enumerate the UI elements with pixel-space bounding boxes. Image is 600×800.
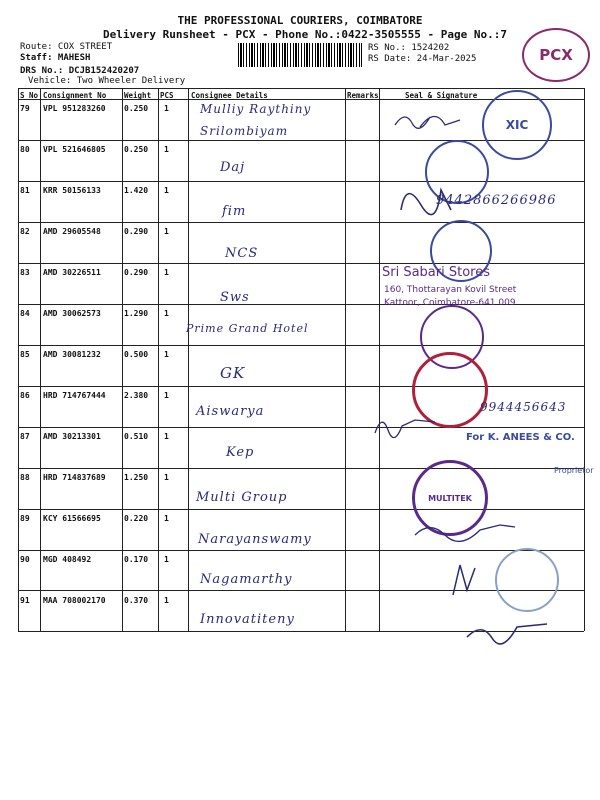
row-consignee: Prime Grand Hotel <box>186 322 309 335</box>
sabari-stores-address1: 160, Thottarayan Kovil Street <box>384 285 517 295</box>
row-weight: 0.500 <box>124 350 149 359</box>
row-consignment: AMD 30081232 <box>43 350 101 359</box>
row-consignment: KCY 61566695 <box>43 514 101 523</box>
row-consignment: AMD 29605548 <box>43 227 101 236</box>
row-weight: 0.170 <box>124 555 149 564</box>
row-consignee: Innovatiteny <box>200 612 295 627</box>
row-pcs: 1 <box>164 350 169 359</box>
runsheet-table <box>18 88 584 631</box>
row-sno: 90 <box>20 555 30 564</box>
row-weight: 0.250 <box>124 145 149 154</box>
row-consignment: HRD 714767444 <box>43 391 106 400</box>
col-seal-signature: Seal & Signature <box>405 91 478 100</box>
row-sno: 80 <box>20 145 30 154</box>
signature-scribble-89 <box>410 515 520 545</box>
sabari-stores-name: Sri Sabari Stores <box>382 265 490 280</box>
row-sno: 81 <box>20 186 30 195</box>
drs-label: DRS No.: DCJB152420207 <box>20 66 140 76</box>
row-consignee: Kep <box>226 445 255 460</box>
row-pcs: 1 <box>164 514 169 523</box>
row-weight: 0.250 <box>124 104 149 113</box>
row-weight: 0.510 <box>124 432 149 441</box>
rs-date: RS Date: 24-Mar-2025 <box>368 54 477 64</box>
row-consignment: HRD 714837689 <box>43 473 106 482</box>
row-consignee: Sws <box>220 290 250 305</box>
row-consignment: AMD 30062573 <box>43 309 101 318</box>
row-sno: 84 <box>20 309 30 318</box>
phone-note: 9944456643 <box>480 400 567 414</box>
vehicle-label: Vehicle: Two Wheeler Delivery <box>28 76 186 86</box>
row-consignee-extra: Srilombiyam <box>200 124 289 138</box>
col-consignee: Consignee Details <box>191 91 268 100</box>
row-sno: 87 <box>20 432 30 441</box>
row-consignment: VPL 521646805 <box>43 145 106 154</box>
multitek-stamp: MULTITEK <box>412 460 488 536</box>
row-weight: 2.380 <box>124 391 149 400</box>
row-pcs: 1 <box>164 104 169 113</box>
row-consignment: KRR 50156133 <box>43 186 101 195</box>
row-weight: 0.290 <box>124 227 149 236</box>
company-title: THE PROFESSIONAL COURIERS, COIMBATORE <box>177 14 423 27</box>
row-consignee: Multi Group <box>196 490 288 505</box>
row-pcs: 1 <box>164 268 169 277</box>
col-weight: Weight <box>124 91 152 100</box>
row-sno: 89 <box>20 514 30 523</box>
row-pcs: 1 <box>164 227 169 236</box>
col-pcs: PCS <box>160 91 174 100</box>
anees-co-stamp: For K. ANEES & CO. <box>466 432 575 443</box>
row-consignee: Mulliy Raythiny <box>200 102 312 116</box>
row-sno: 82 <box>20 227 30 236</box>
row-sno: 88 <box>20 473 30 482</box>
rs-number: RS No.: 1524202 <box>368 43 450 53</box>
signature-scribble-90 <box>445 560 485 600</box>
staff-label: Staff: MAHESH <box>20 53 91 63</box>
row-consignment: VPL 951283260 <box>43 104 106 113</box>
row-sno: 91 <box>20 596 30 605</box>
row-pcs: 1 <box>164 309 169 318</box>
row-consignee: fim <box>222 204 247 219</box>
row-sno: 85 <box>20 350 30 359</box>
row-pcs: 1 <box>164 145 169 154</box>
row-weight: 0.370 <box>124 596 149 605</box>
col-consignment: Consignment No <box>43 91 107 100</box>
row-pcs: 1 <box>164 596 169 605</box>
row-weight: 0.220 <box>124 514 149 523</box>
runsheet-subtitle: Delivery Runsheet - PCX - Phone No.:0422-3505555 - Page No.:7 <box>103 28 507 41</box>
row-weight: 0.290 <box>124 268 149 277</box>
barcode-icon <box>238 43 362 67</box>
mobile-note: 9442866266986 <box>436 193 557 208</box>
row-consignment: MAA 708002170 <box>43 596 106 605</box>
sabari-stores-address2: Kattoor, Coimbatore-641 009 <box>384 298 516 308</box>
round-stamp-90 <box>495 548 559 612</box>
proprietor-stamp: Proprietor <box>554 466 594 475</box>
row-pcs: 1 <box>164 186 169 195</box>
row-consignee: NCS <box>225 246 259 261</box>
xic-stamp: XIC <box>482 90 552 160</box>
row-weight: 1.250 <box>124 473 149 482</box>
row-consignee: Daj <box>220 160 246 175</box>
pcx-stamp: PCX <box>522 28 590 82</box>
row-pcs: 1 <box>164 391 169 400</box>
row-consignment: AMD 30213301 <box>43 432 101 441</box>
row-sno: 86 <box>20 391 30 400</box>
row-pcs: 1 <box>164 432 169 441</box>
route-label: Route: COX STREET <box>20 42 113 52</box>
col-remarks: Remarks <box>347 91 379 100</box>
signature-scribble-79 <box>390 105 470 135</box>
col-sno: S No <box>20 91 39 100</box>
row-pcs: 1 <box>164 555 169 564</box>
row-consignee: Nagamarthy <box>200 572 293 587</box>
row-consignment: AMD 30226511 <box>43 268 101 277</box>
row-sno: 83 <box>20 268 30 277</box>
row-consignee: Aiswarya <box>196 404 265 419</box>
row-sno: 79 <box>20 104 30 113</box>
row-pcs: 1 <box>164 473 169 482</box>
row-weight: 1.290 <box>124 309 149 318</box>
signature-scribble-86 <box>370 408 440 438</box>
row-weight: 1.420 <box>124 186 149 195</box>
row-consignee: Narayanswamy <box>198 532 312 547</box>
signature-scribble-91 <box>462 612 552 648</box>
row-consignment: MGD 408492 <box>43 555 92 564</box>
row-consignee: GK <box>220 364 246 382</box>
